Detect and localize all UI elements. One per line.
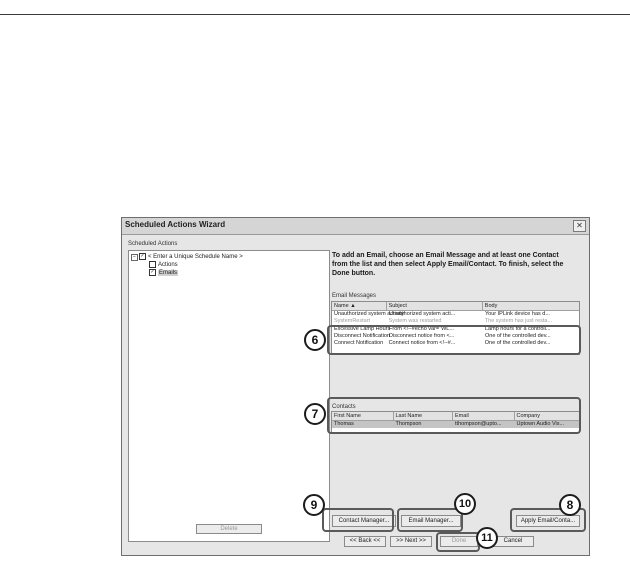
schedule-tree[interactable] <box>128 250 330 542</box>
root-checkbox[interactable]: ✓ <box>140 253 145 259</box>
callout-11: 11 <box>476 527 498 549</box>
callout-8: 8 <box>559 494 581 516</box>
email-manager-highlight <box>397 508 463 532</box>
cell-name: Excessive Lamp Hours <box>334 326 391 332</box>
email-message-row[interactable] <box>332 318 579 325</box>
contacts-label: Contacts <box>332 404 356 410</box>
cell-subject: Disconnect notice from <... <box>389 333 455 339</box>
col-subject[interactable]: Subject <box>387 302 483 310</box>
instructions-text: To add an Email, choose an Email Message and at least one Contact from the list and then select Apply Email/Contact. To finish, select the Done button. <box>332 252 564 277</box>
cell-body: The system has just resta... <box>484 318 553 324</box>
collapse-toggle-icon[interactable]: − <box>131 254 138 261</box>
col-first-name[interactable]: First Name <box>332 412 394 420</box>
callout-7: 7 <box>304 403 326 425</box>
delete-button[interactable]: Delete <box>196 524 262 534</box>
title-bar <box>122 218 589 235</box>
cell-name: Disconnect Notification <box>334 333 390 339</box>
cell-subject: System was restarted <box>388 318 442 324</box>
cell-name: Connect Notification <box>334 340 384 346</box>
close-icon[interactable]: ✕ <box>573 220 586 232</box>
callout-10: 10 <box>454 493 476 515</box>
contacts-highlight <box>327 397 581 434</box>
tree-item-actions-label: Actions <box>158 262 178 269</box>
cell-company: Uptown Audio Vis... <box>516 421 565 427</box>
col-email[interactable]: Email <box>453 412 515 420</box>
apply-email-contact-button[interactable]: Apply Email/Conta... <box>516 515 580 527</box>
email-messages-label: Email Messages <box>332 293 377 299</box>
cell-body: One of the controlled dev... <box>484 340 551 346</box>
done-button[interactable]: Done <box>440 536 478 547</box>
cell-name: Unauthorized system activity <box>334 311 404 317</box>
cell-body: Lamp hours for a controll... <box>485 326 551 332</box>
callout-6: 6 <box>304 329 326 351</box>
cell-name: SystemRestart <box>334 318 371 324</box>
cell-subject: Unauthorized system acti... <box>389 311 456 317</box>
tree-item-actions[interactable] <box>149 261 178 268</box>
email-message-row[interactable] <box>332 311 579 318</box>
next-button[interactable]: >> Next >> <box>390 536 432 547</box>
scheduled-actions-label: Scheduled Actions <box>128 241 178 247</box>
cell-first-name: Thomas <box>334 421 354 427</box>
tree-root-label: < Enter a Unique Schedule Name > <box>148 254 243 261</box>
contact-manager-highlight <box>322 508 394 532</box>
cell-subject: From <!--#echo var="WL... <box>389 326 454 332</box>
tree-item-emails[interactable] <box>149 269 178 276</box>
cancel-button[interactable]: Cancel <box>492 536 534 547</box>
done-highlight <box>436 532 480 552</box>
email-rows-highlight <box>327 325 581 355</box>
top-rule <box>0 14 630 15</box>
cell-body: Your IPLink device has d... <box>485 311 550 317</box>
cell-email: tthompson@upto... <box>455 421 502 427</box>
actions-checkbox[interactable] <box>149 261 156 268</box>
contact-manager-button[interactable]: Contact Manager... <box>332 515 396 527</box>
cell-body: One of the controlled dev... <box>485 333 551 339</box>
email-manager-button[interactable]: Email Manager... <box>401 515 461 527</box>
col-last-name[interactable]: Last Name <box>394 412 454 420</box>
emails-checkbox[interactable]: ✓ <box>150 269 155 275</box>
cell-last-name: Thompson <box>395 421 422 427</box>
col-name[interactable]: Name ▲ <box>332 302 387 310</box>
col-company[interactable]: Company <box>516 413 541 419</box>
callout-9: 9 <box>303 494 325 516</box>
window-title: Scheduled Actions Wizard <box>125 220 226 229</box>
col-body[interactable]: Body <box>484 303 498 309</box>
scheduled-actions-wizard-window <box>121 217 590 556</box>
cell-subject: Connect notice from <!--#... <box>388 340 456 346</box>
email-messages-header <box>332 302 579 311</box>
back-button[interactable]: << Back << <box>344 536 386 547</box>
tree-root-item[interactable] <box>139 253 243 260</box>
tree-item-emails-label: Emails <box>159 270 178 277</box>
